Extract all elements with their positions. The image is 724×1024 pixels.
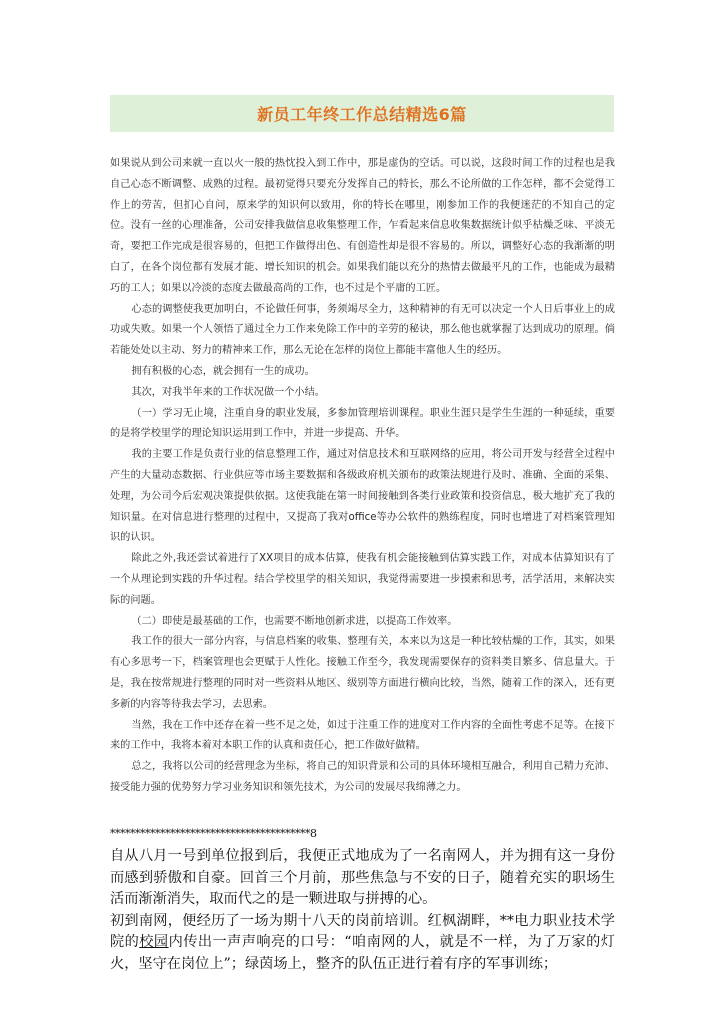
- section-separator: ****************************************8: [110, 827, 317, 840]
- paragraph: （一）学习无止境，注重自身的职业发展，多参加管理培训课程。职业生涯只是学生生涯的一种延续，重要的是将学校里学的理论知识运用到工作中，并进一步提高、升华。: [110, 407, 615, 440]
- paragraph: 其次，对我半年来的工作状况做一个小结。: [131, 386, 325, 398]
- paragraph: 心态的调整使我更加明白，不论做任何事，务须竭尽全力，这种精神的有无可以决定一个人日后事业上的成功或失败。如果一个人领悟了通过全力工作来免除工作中的辛劳的秘诀，那么他也就掌握了达到成功的原理。倘若能处处以主动、努力的精神来工作，那么无论在怎样的岗位上都能丰富他人生的经历。: [110, 303, 615, 357]
- paragraph: （二）即使是最基础的工作，也需要不断地创新求进，以提高工作效率。: [131, 615, 458, 627]
- second-article-body: [110, 846, 615, 975]
- paragraph: 我工作的很大一部分内容，与信息档案的收集、整理有关，本来以为这是一种比较枯燥的工作，其实，如果有心多思考一下，档案管理也会更赋于人性化。接触工作至今，我发现需要保存的资料类目繁多、信息量大。于是，我在按常规进行整理的同时对一些资料从地区、级别等方面进行横向比较，当然，随着工作的深入，还有更多新的内容等待我去学习，去思索。: [110, 636, 615, 710]
- paragraph: 自从八月一号到单位报到后，我便正式地成为了一名南网人，并为拥有这一身份而感到骄傲和自豪。回首三个月前，那些焦急与不安的日子，随着充实的职场生活而渐渐消失，取而代之的是一颗进取与拼搏的心。: [110, 848, 615, 907]
- paragraph: 拥有积极的心态，就会拥有一生的成功。: [131, 365, 315, 377]
- paragraph: 我的主要工作是负责行业的信息整理工作，通过对信息技术和互联网络的应用，将公司开发与经营全过程中产生的大量动态数据、行业供应等市场主要数据和各级政府机关颁布的政策法规进行及时、准确、全面的采集、处理，为公司今后宏观决策提供依据。这使我能在第一时间接触到各类行业政策和投资信息，极大地扩充了我的知识量。在对信息进行整理的过程中，又提高了我对office等办公软件的熟练程度，同时也增进了对档案管理知识的认识。: [110, 449, 615, 544]
- paragraph: 当然，我在工作中还存在着一些不足之处，如过于注重工作的进度对工作内容的全面性考虑不足等。在接下来的工作中，我将本着对本职工作的认真和责任心，把工作做好做精。: [110, 719, 615, 752]
- paragraph: 如果说从到公司来就一直以火一般的热忱投入到工作中，那是虚伪的空话。可以说，这段时间工作的过程也是我自己心态不断调整、成熟的过程。最初觉得只要充分发挥自己的特长，那么不论所做的工作怎样，都不会觉得工作上的劳苦，但扪心自问，原来学的知识何以致用，你的特长在哪里，刚参加工作的我便迷茫的不知自己的定位。没有一丝的心理准备，公司安排我做信息收集整理工作，乍看起来信息收集数据统计似乎枯燥乏味、平淡无奇，要把工作完成是很容易的，但把工作做得出色、有创造性却是很不容易的。所以，调整好心态的我渐渐的明白了，在各个岗位都有发展才能、增长知识的机会。如果我们能以充分的热情去做最平凡的工作，也能成为最精巧的工人；如果以冷淡的态度去做最高尚的工作，也不过是个平庸的工匠。: [110, 158, 615, 294]
- paragraph: 除此之外,我还尝试着进行了XX项目的成本估算，使我有机会能接触到估算实践工作，对成本估算知识有了一个从理论到实践的升华过程。结合学校里学的相关知识，我觉得需要进一步摸索和思考，活学活用，来解决实际的问题。: [110, 553, 615, 606]
- campus-link[interactable]: 校园: [139, 934, 169, 950]
- title-banner: [110, 95, 614, 132]
- paragraph-text: 初到南网，便经历了一场为期十八天的岗前培训。红枫湖畔，**电力职业技术学院的: [110, 912, 615, 950]
- paragraph: [110, 911, 615, 976]
- article-body: [110, 154, 615, 799]
- document-title: 新员工年终工作总结精选6篇: [257, 105, 467, 124]
- paragraph: 总之，我将以公司的经营理念为坐标，将自己的知识背景和公司的具体环境相互融合，利用自己精力充沛、接受能力强的优势努力学习业务知识和领先技术，为公司的发展尽我绵薄之力。: [110, 761, 615, 793]
- paragraph-text: 内传出一声声响亮的口号：“咱南网的人，就是不一样，为了万家的灯火，坚守在岗位上”；绿茵场上，整齐的队伍正进行着有序的军事训练；: [110, 934, 615, 972]
